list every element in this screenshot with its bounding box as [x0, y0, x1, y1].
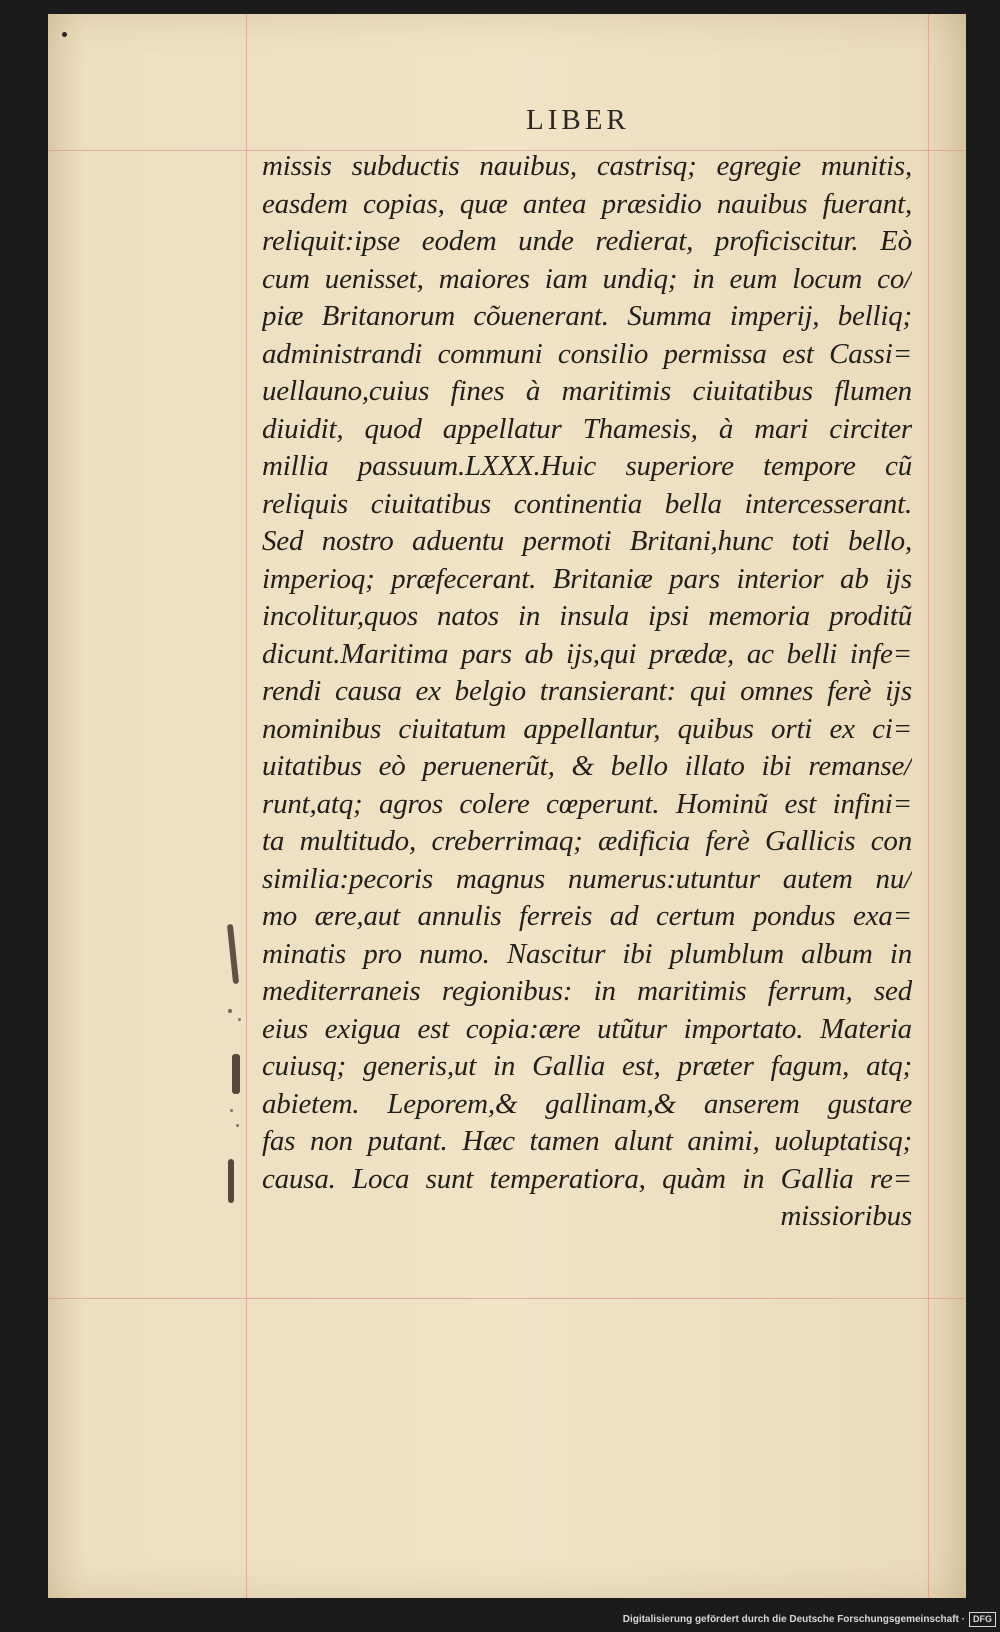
text-line: imperioq; præfecerant. Britaniæ pars interior ab ijs [262, 562, 912, 595]
text-line: mo ære,aut annulis ferreis ad certum pondus exa= [262, 900, 912, 932]
text-line: missis subductis nauibus, castrisq; egregie munitis, [262, 150, 912, 182]
text-line: uitatibus eò peruenerũt, & bello illato ibi remanse/ [262, 750, 912, 782]
margin-rule-bottom [48, 1298, 966, 1299]
running-head: LIBER [526, 104, 630, 136]
footer-text: Digitalisierung gefördert durch die Deutsche Forschungsgemeinschaft · [622, 1613, 965, 1625]
text-line: reliquis ciuitatibus continentia bella intercesserant. [262, 487, 912, 520]
text-line: mediterraneis regionibus: in maritimis ferrum, sed [262, 975, 912, 1007]
text-line: diuidit, quod appellatur Thamesis, à mari circiter [262, 412, 912, 445]
marginal-mark [227, 924, 239, 984]
ink-dot [62, 32, 67, 37]
marginal-mark [230, 1109, 233, 1112]
dfg-logo: DFG [969, 1612, 996, 1627]
text-line: incolitur,quos natos in insula ipsi memoria proditũ [262, 600, 912, 632]
margin-rule-left [246, 14, 247, 1598]
text-line: uellauno,cuius fines à maritimis ciuitatibus flumen [262, 375, 912, 407]
text-line: Sed nostro aduentu permoti Britani,hunc toti bello, [262, 525, 912, 557]
text-block [262, 148, 912, 1236]
text-line: dicunt.Maritima pars ab ijs,qui prædæ, ac belli infe= [262, 637, 912, 670]
text-line: easdem copias, quæ antea præsidio nauibus fuerant, [262, 187, 912, 220]
text-line: administrandi communi consilio permissa est Cassi= [262, 337, 912, 370]
text-line: eius exigua est copia:ære utũtur importato. Materia [262, 1012, 912, 1045]
text-line: missioribus [780, 1200, 912, 1232]
text-line: abietem. Leporem,& gallinam,& anserem gustare [262, 1087, 912, 1120]
text-line: ta multitudo, creberrimaq; ædificia ferè Gallicis con [262, 825, 912, 857]
text-line: causa. Loca sunt temperatiora, quàm in Gallia re= [262, 1162, 912, 1195]
text-line: rendi causa ex belgio transierant: qui omnes ferè ijs [262, 675, 912, 707]
marginal-mark [232, 1054, 240, 1094]
marginal-mark [236, 1124, 239, 1127]
text-line: runt,atq; agros colere cœperunt. Hominũ est infini= [262, 787, 912, 820]
marginal-marks [218, 914, 254, 1214]
text-line: minatis pro numo. Nascitur ibi plumblum album in [262, 937, 912, 970]
text-line: cum uenisset, maiores iam undiq; in eum locum co/ [262, 262, 912, 295]
marginal-mark [228, 1009, 232, 1013]
text-line: fas non putant. Hæc tamen alunt animi, uoluptatisq; [262, 1125, 912, 1157]
text-line: reliquit:ipse eodem unde redierat, proficiscitur. Eò [262, 225, 912, 257]
text-line: millia passuum.LXXX.Huic superiore tempore cũ [262, 450, 912, 482]
scanned-page [48, 14, 966, 1598]
text-line: nominibus ciuitatum appellantur, quibus orti ex ci= [262, 712, 912, 745]
margin-rule-right [928, 14, 929, 1598]
text-line: piæ Britanorum cõuenerant. Summa imperij, belliq; [262, 300, 912, 332]
marginal-mark [228, 1159, 234, 1203]
text-line: similia:pecoris magnus numerus:utuntur autem nu/ [262, 862, 912, 895]
digitization-footer [623, 1608, 996, 1630]
text-line: cuiusq; generis,ut in Gallia est, præter fagum, atq; [262, 1050, 912, 1082]
marginal-mark [238, 1018, 241, 1021]
